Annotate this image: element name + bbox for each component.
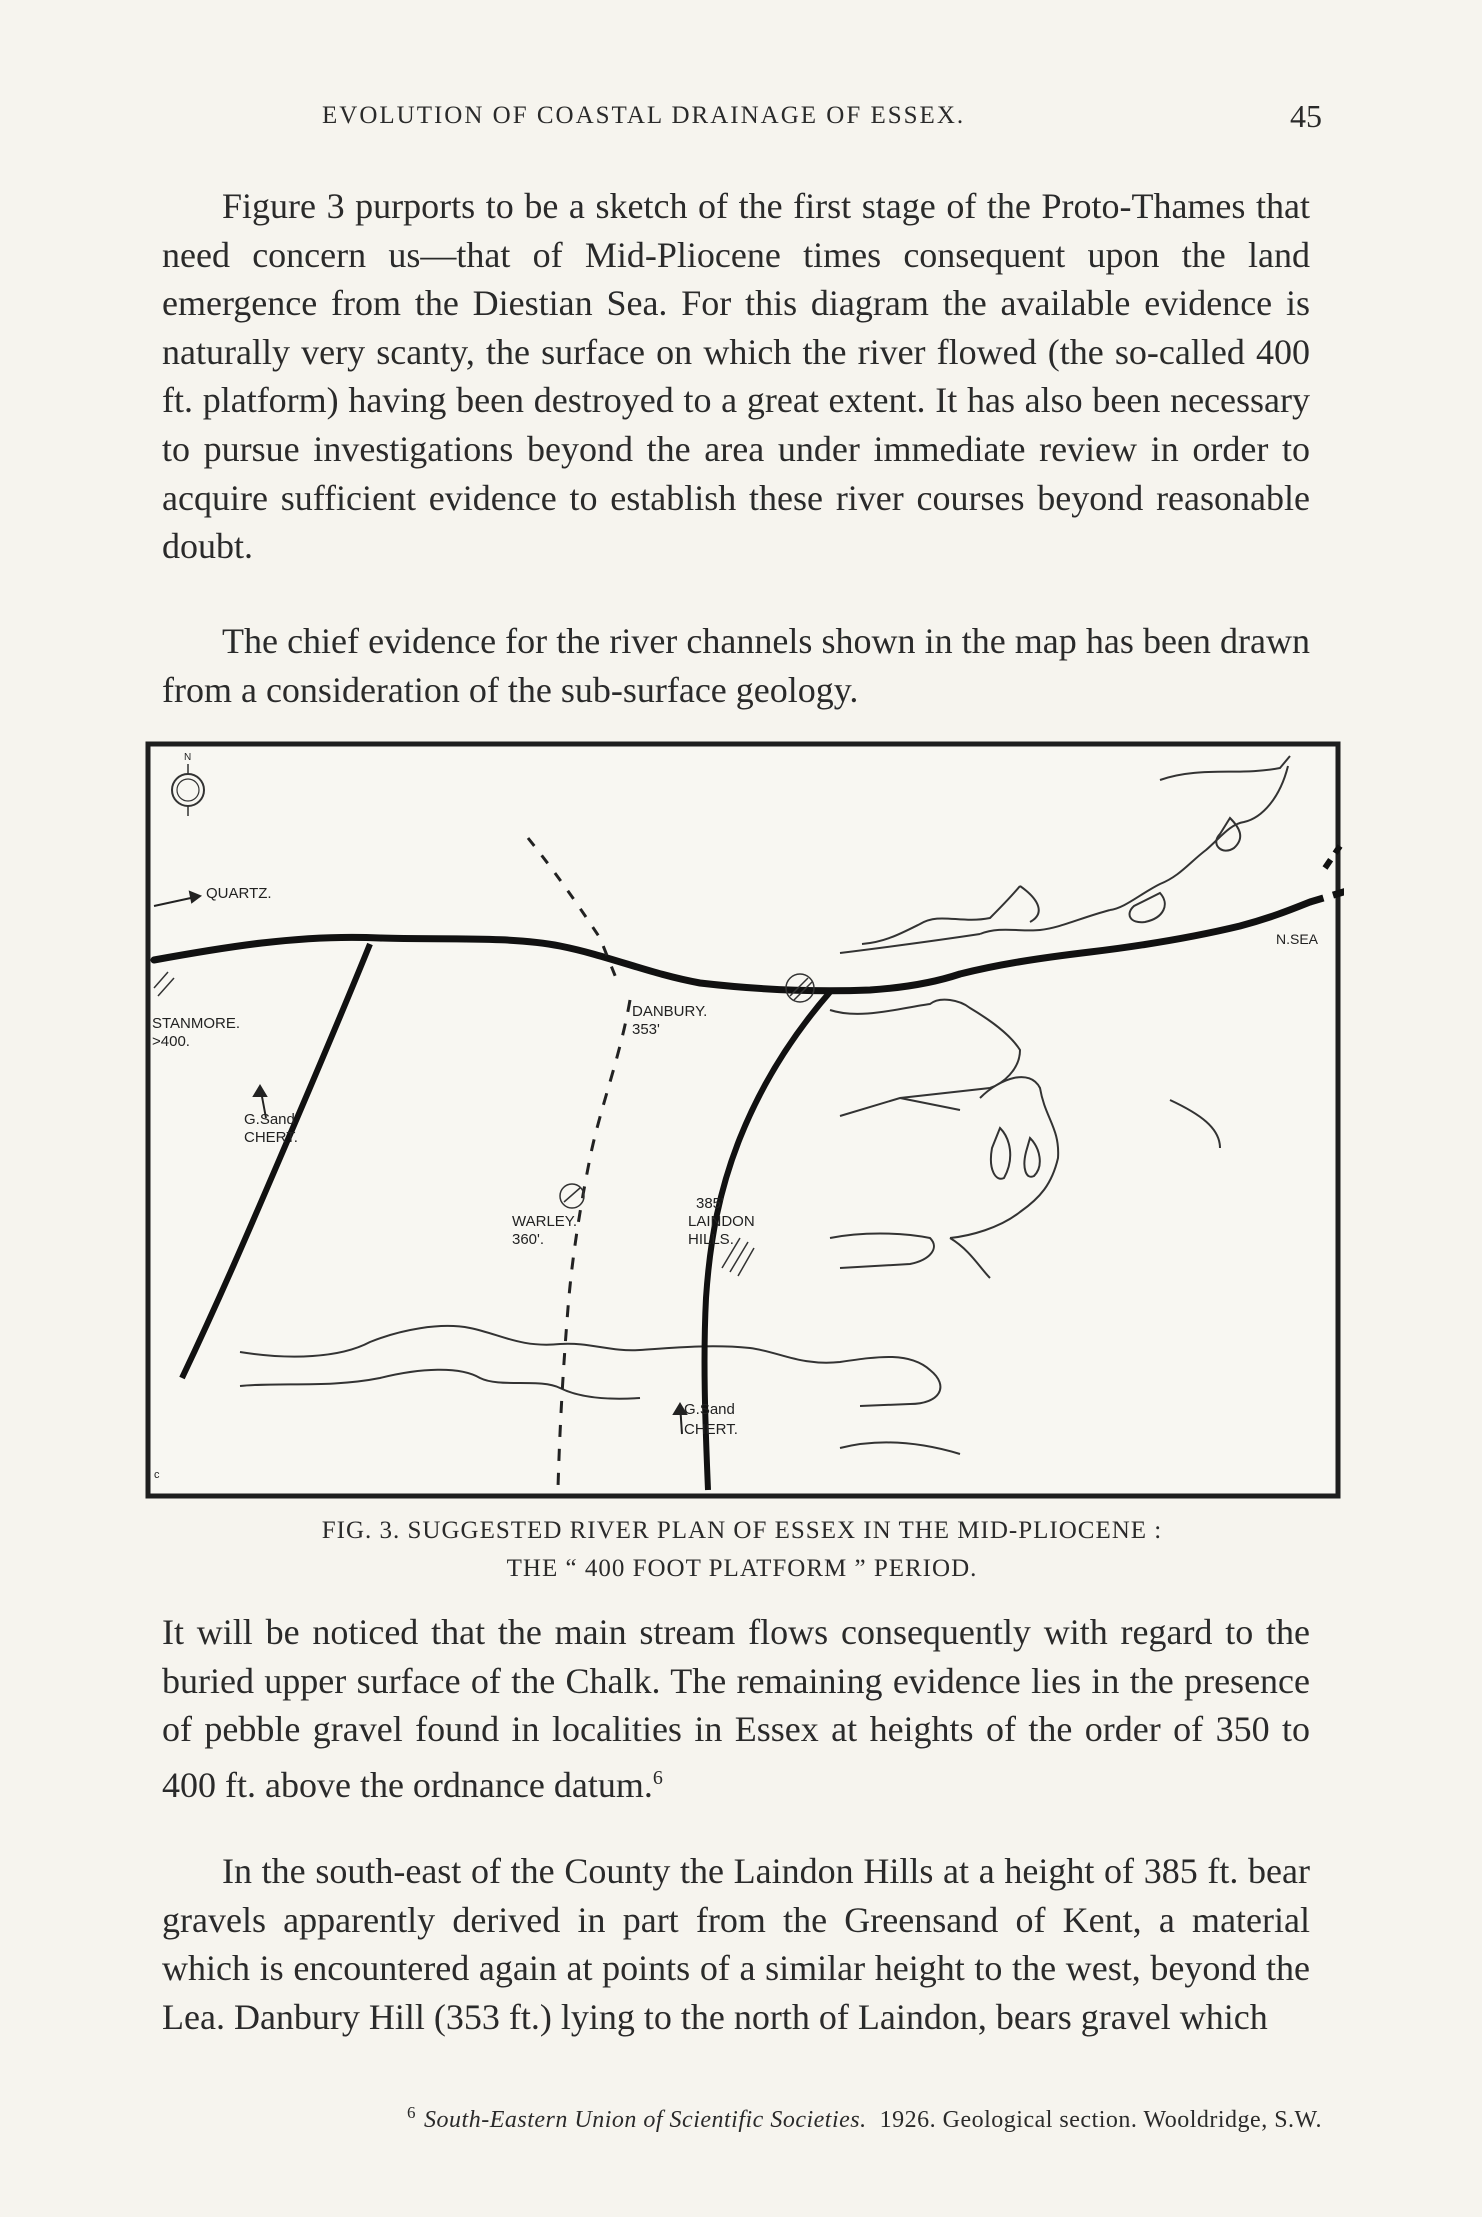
figure-caption (162, 1512, 1322, 1588)
caption-line-1: FIG. 3. SUGGESTED RIVER PLAN OF ESSEX IN THE MID-PLIOCENE : (321, 1517, 1163, 1544)
label-warley: WARLEY. (512, 1213, 578, 1230)
label-stanmore-height: >400. (152, 1033, 190, 1050)
label-warley-height: 360'. (512, 1231, 545, 1248)
footnote-source: South-Eastern Union of Scientific Societies. (424, 2107, 867, 2133)
paragraph-main-stream (162, 1608, 1310, 1809)
footnote (162, 2103, 1322, 2134)
figure-3-map (140, 738, 1344, 1502)
label-danbury: DANBURY. (632, 1003, 708, 1020)
label-gsand-chert-west-1: G.Sand (244, 1111, 295, 1128)
map-corner-label: c (154, 1469, 160, 1481)
label-laindon-1: LAINDON (688, 1213, 755, 1230)
page-number: 45 (1290, 98, 1322, 134)
footnote-details: 1926. Geological section. Wooldridge, S.W. (879, 2107, 1322, 2133)
paragraph-figure-3-intro: Figure 3 purports to be a sketch of the first stage of the Proto-Thames that need concern us—that of Mid-Pliocene times consequent upon the land emergence from the Diestian Sea. For this diagram the available evidence is naturally very scanty, the surface on which the river flowed (the so-called 400 ft. platform) having been destroyed to a great extent. It has also been necessary to pursue investigations beyond the area under immediate review in order to acquire sufficient evidence to establish these river courses beyond reasonable doubt. (162, 186, 1310, 567)
label-gsand-chert-west-2: CHERT. (244, 1129, 298, 1146)
paragraph-main-stream-text: It will be noticed that the main stream flows consequently with regard to the buried upper surface of the Chalk. The remaining evidence lies in the presence of pebble gravel found in localities in Essex at heights of the order of 350 to 400 ft. above the ordnance datum. (162, 1612, 1310, 1805)
label-gsand-chert-south-1: G.Sand (684, 1401, 735, 1418)
paragraph-chief-evidence: The chief evidence for the river channels shown in the map has been drawn from a consideration of the sub-surface geology. (162, 621, 1310, 710)
label-north-sea: N.SEA (1276, 931, 1319, 947)
footnote-ref: 6 (652, 1766, 663, 1789)
running-head-title: EVOLUTION OF COASTAL DRAINAGE OF ESSEX. (322, 102, 966, 129)
label-stanmore: STANMORE. (152, 1015, 241, 1032)
paragraph-laindon-hills: In the south-east of the County the Laindon Hills at a height of 385 ft. bear gravels apparently derived in part from the Greensand of Kent, a material which is encountered again at points of a similar height to the west, beyond the Lea. Danbury Hill (353 ft.) lying to the north of Laindon, bears gravel which (162, 1851, 1310, 2037)
river-plan-map (140, 738, 1344, 1502)
label-danbury-height: 353' (632, 1021, 660, 1038)
label-quartz: QUARTZ. (206, 885, 272, 902)
label-laindon-2: HILLS. (688, 1231, 734, 1248)
caption-line-2: THE “ 400 FOOT PLATFORM ” PERIOD. (506, 1555, 978, 1582)
label-laindon-height: 385' (696, 1195, 724, 1212)
compass-label: N (184, 752, 192, 763)
footnote-mark: 6 (407, 2103, 417, 2122)
label-gsand-chert-south-2: CHERT. (684, 1421, 738, 1438)
